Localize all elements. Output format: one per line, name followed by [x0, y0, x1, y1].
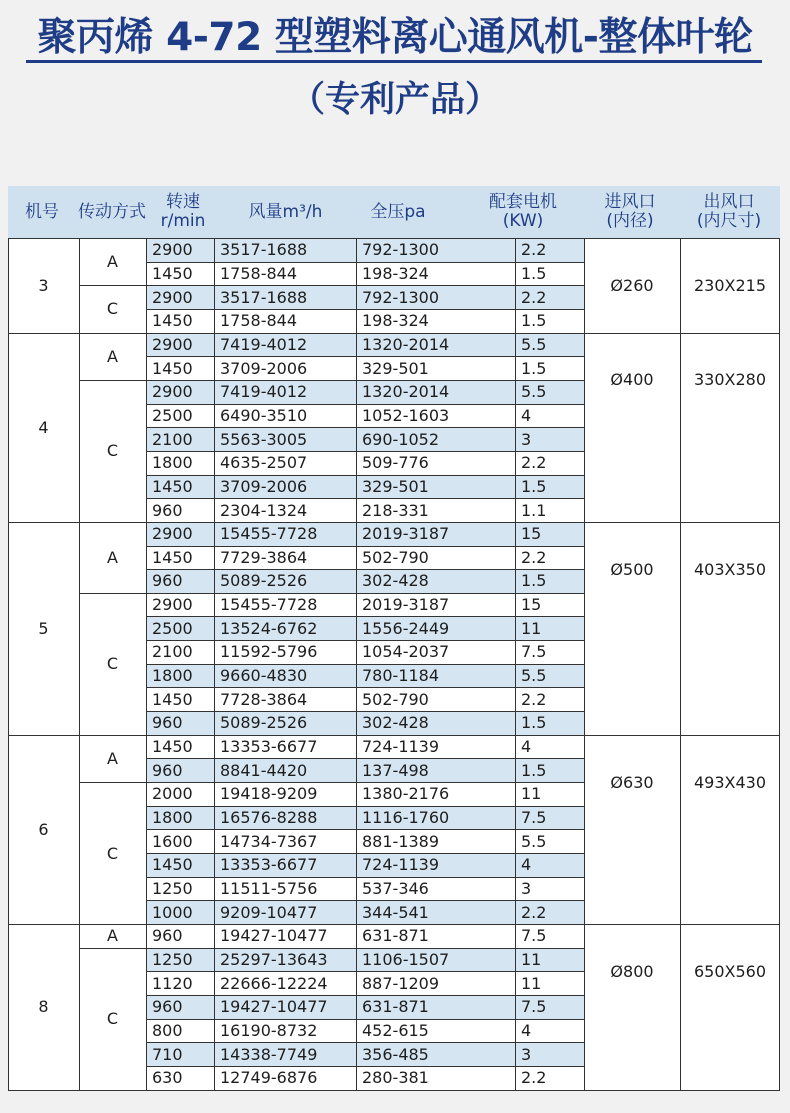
speed-cell: 1800 [146, 806, 214, 830]
speed-cell: 2500 [146, 616, 214, 640]
pressure-cell: 792-1300 [356, 285, 515, 309]
power-cell: 7.5 [521, 926, 547, 946]
power-cell: 2.2 [521, 689, 547, 709]
power-cell: 3 [515, 1042, 584, 1066]
speed-cell: 1450 [152, 737, 193, 757]
flow-cell: 12749-6876 [220, 1068, 318, 1088]
flow-cell: 14338-7749 [214, 1042, 356, 1066]
drive-cell: C [106, 299, 119, 319]
speed-cell: 2900 [146, 333, 214, 357]
power-cell: 15 [521, 595, 542, 615]
power-cell: 1.5 [521, 311, 547, 331]
flow-cell: 5563-3005 [214, 427, 356, 451]
flow-cell: 7419-4012 [214, 333, 356, 357]
speed-cell: 1250 [146, 948, 214, 972]
speed-cell: 960 [152, 500, 183, 520]
power-cell: 1.5 [521, 358, 547, 378]
inlet-cell: Ø800 [610, 961, 654, 981]
inlet-cell: Ø500 [610, 559, 654, 579]
header-outlet: 出风口 (内尺寸) [696, 192, 762, 231]
flow-cell: 25297-13643 [214, 948, 356, 972]
flow-cell: 19418-9209 [220, 784, 318, 804]
header-motor: 配套电机 (KW) [489, 192, 557, 231]
pressure-cell: 631-871 [362, 926, 429, 946]
speed-cell: 1000 [146, 900, 214, 924]
speed-cell: 1450 [152, 358, 193, 378]
speed-cell: 1450 [146, 853, 214, 877]
pressure-cell: 329-501 [356, 475, 515, 499]
flow-cell: 9660-4830 [214, 664, 356, 688]
flow-cell: 4635-2507 [220, 453, 308, 473]
speed-cell: 1450 [152, 689, 193, 709]
header-speed: 转速 r/min [160, 192, 206, 231]
pressure-cell: 1380-2176 [362, 784, 450, 804]
flow-cell: 11592-5796 [220, 642, 318, 662]
speed-cell: 1800 [146, 664, 214, 688]
power-cell: 2.2 [515, 238, 584, 262]
power-cell: 4 [515, 853, 584, 877]
pressure-cell: 881-1389 [362, 831, 440, 851]
power-cell: 1.5 [515, 569, 584, 593]
speed-cell: 960 [146, 569, 214, 593]
power-cell: 5.5 [515, 380, 584, 404]
flow-cell: 11511-5756 [220, 878, 318, 898]
power-cell: 4 [521, 1020, 532, 1040]
header-flow: 风量m³/h [248, 201, 323, 222]
pressure-cell: 302-428 [356, 711, 515, 735]
flow-cell: 7729-3864 [220, 547, 308, 567]
pressure-cell: 452-615 [362, 1020, 429, 1040]
power-cell: 7.5 [515, 806, 584, 830]
drive-cell: C [106, 654, 119, 674]
speed-cell: 2900 [152, 595, 193, 615]
flow-cell: 7728-3864 [220, 689, 308, 709]
pressure-cell: 198-324 [362, 311, 429, 331]
power-cell: 5.5 [521, 831, 547, 851]
speed-cell: 960 [146, 711, 214, 735]
speed-cell: 960 [146, 995, 214, 1019]
speed-cell: 1450 [152, 311, 193, 331]
flow-cell: 2304-1324 [220, 500, 308, 520]
pressure-cell: 198-324 [362, 263, 429, 283]
flow-cell: 19427-10477 [214, 995, 356, 1019]
inlet-cell: Ø400 [610, 370, 654, 390]
speed-cell: 1600 [152, 831, 193, 851]
pressure-cell: 2019-3187 [362, 595, 450, 615]
flow-cell: 13353-6677 [220, 737, 318, 757]
pressure-cell: 280-381 [362, 1068, 429, 1088]
speed-cell: 1800 [152, 453, 193, 473]
drive-cell: C [106, 441, 119, 461]
page-title: 聚丙烯 4-72 型塑料离心通风机-整体叶轮 [37, 15, 753, 60]
speed-cell: 800 [152, 1020, 183, 1040]
power-cell: 11 [515, 948, 584, 972]
pressure-cell: 302-428 [356, 569, 515, 593]
power-cell: 2.2 [515, 285, 584, 309]
flow-cell: 6490-3510 [220, 405, 308, 425]
drive-cell: A [107, 748, 118, 768]
power-cell: 1.5 [515, 711, 584, 735]
speed-cell: 2900 [146, 285, 214, 309]
power-cell: 3 [521, 878, 532, 898]
drive-cell: A [107, 346, 118, 366]
flow-cell: 19427-10477 [220, 926, 328, 946]
pressure-cell: 724-1139 [356, 853, 515, 877]
pressure-cell: 690-1052 [356, 427, 515, 451]
flow-cell: 13524-6762 [214, 616, 356, 640]
pressure-cell: 356-485 [356, 1042, 515, 1066]
flow-cell: 7419-4012 [214, 380, 356, 404]
flow-cell: 9209-10477 [214, 900, 356, 924]
power-cell: 2.2 [521, 1068, 547, 1088]
flow-cell: 14734-7367 [220, 831, 318, 851]
flow-cell: 5089-2526 [214, 569, 356, 593]
header-model-no: 机号 [25, 201, 59, 222]
drive-cell: C [106, 1009, 119, 1029]
pressure-cell: 537-346 [362, 878, 429, 898]
header-inlet: 进风口 (内径) [604, 192, 656, 231]
drive-cell: A [107, 252, 118, 272]
pressure-cell: 724-1139 [362, 737, 440, 757]
power-cell: 15 [515, 522, 584, 546]
power-cell: 2.2 [521, 453, 547, 473]
flow-cell: 15455-7728 [220, 595, 318, 615]
power-cell: 1.5 [521, 263, 547, 283]
model-no-cell: 4 [38, 417, 49, 437]
power-cell: 7.5 [515, 995, 584, 1019]
speed-cell: 2500 [152, 405, 193, 425]
pressure-cell: 218-331 [362, 500, 429, 520]
power-cell: 7.5 [521, 642, 547, 662]
flow-cell: 22666-12224 [220, 973, 328, 993]
pressure-cell: 137-498 [356, 758, 515, 782]
speed-cell: 2900 [146, 522, 214, 546]
pressure-cell: 1116-1760 [356, 806, 515, 830]
flow-cell: 16190-8732 [220, 1020, 318, 1040]
outlet-cell: 403X350 [693, 559, 767, 579]
power-cell: 5.5 [515, 333, 584, 357]
flow-cell: 3517-1688 [214, 285, 356, 309]
pressure-cell: 1556-2449 [356, 616, 515, 640]
speed-cell: 1250 [152, 878, 193, 898]
power-cell: 11 [521, 784, 542, 804]
power-cell: 3 [515, 427, 584, 451]
power-cell: 4 [521, 737, 532, 757]
flow-cell: 1758-844 [220, 311, 298, 331]
inlet-cell: Ø630 [610, 772, 654, 792]
power-cell: 2.2 [515, 900, 584, 924]
power-cell: 1.5 [515, 758, 584, 782]
header-drive: 传动方式 [78, 201, 146, 222]
speed-cell: 1450 [152, 263, 193, 283]
speed-cell: 960 [146, 758, 214, 782]
power-cell: 5.5 [515, 664, 584, 688]
speed-cell: 2100 [146, 427, 214, 451]
flow-cell: 16576-8288 [214, 806, 356, 830]
outlet-cell: 493X430 [693, 772, 767, 792]
flow-cell: 13353-6677 [214, 853, 356, 877]
model-no-cell: 6 [38, 819, 49, 839]
pressure-cell: 1052-1603 [362, 405, 450, 425]
flow-cell: 15455-7728 [214, 522, 356, 546]
speed-cell: 1450 [152, 547, 193, 567]
model-no-cell: 8 [38, 997, 49, 1017]
pressure-cell: 2019-3187 [356, 522, 515, 546]
pressure-cell: 887-1209 [362, 973, 440, 993]
speed-cell: 1450 [146, 475, 214, 499]
outlet-cell: 650X560 [693, 961, 767, 981]
pressure-cell: 1054-2037 [362, 642, 450, 662]
power-cell: 2.2 [521, 547, 547, 567]
power-cell: 11 [515, 616, 584, 640]
power-cell: 1.5 [515, 475, 584, 499]
pressure-cell: 502-790 [362, 547, 429, 567]
pressure-cell: 1320-2014 [356, 380, 515, 404]
outlet-cell: 330X280 [693, 370, 767, 390]
pressure-cell: 1320-2014 [356, 333, 515, 357]
pressure-cell: 329-501 [362, 358, 429, 378]
power-cell: 1.1 [521, 500, 547, 520]
inlet-cell: Ø260 [610, 275, 654, 295]
speed-cell: 2900 [146, 380, 214, 404]
power-cell: 11 [521, 973, 542, 993]
flow-cell: 3709-2006 [214, 475, 356, 499]
speed-cell: 710 [146, 1042, 214, 1066]
speed-cell: 960 [152, 926, 183, 946]
drive-cell: A [107, 926, 118, 946]
pressure-cell: 509-776 [362, 453, 429, 473]
drive-cell: A [107, 547, 118, 567]
outlet-cell: 230X215 [693, 275, 767, 295]
model-no-cell: 3 [38, 275, 49, 295]
flow-cell: 5089-2526 [214, 711, 356, 735]
header-pressure: 全压pa [370, 201, 426, 222]
speed-cell: 2900 [146, 238, 214, 262]
page-subtitle: （专利产品） [289, 80, 500, 120]
speed-cell: 2000 [152, 784, 193, 804]
drive-cell: C [106, 843, 119, 863]
flow-cell: 1758-844 [220, 263, 298, 283]
pressure-cell: 344-541 [356, 900, 515, 924]
power-cell: 4 [521, 405, 532, 425]
flow-cell: 8841-4420 [214, 758, 356, 782]
pressure-cell: 780-1184 [356, 664, 515, 688]
model-no-cell: 5 [38, 618, 49, 638]
speed-cell: 1120 [152, 973, 193, 993]
pressure-cell: 502-790 [362, 689, 429, 709]
pressure-cell: 1106-1507 [356, 948, 515, 972]
speed-cell: 2100 [152, 642, 193, 662]
speed-cell: 630 [152, 1068, 183, 1088]
flow-cell: 3517-1688 [214, 238, 356, 262]
flow-cell: 3709-2006 [220, 358, 308, 378]
pressure-cell: 631-871 [356, 995, 515, 1019]
pressure-cell: 792-1300 [356, 238, 515, 262]
